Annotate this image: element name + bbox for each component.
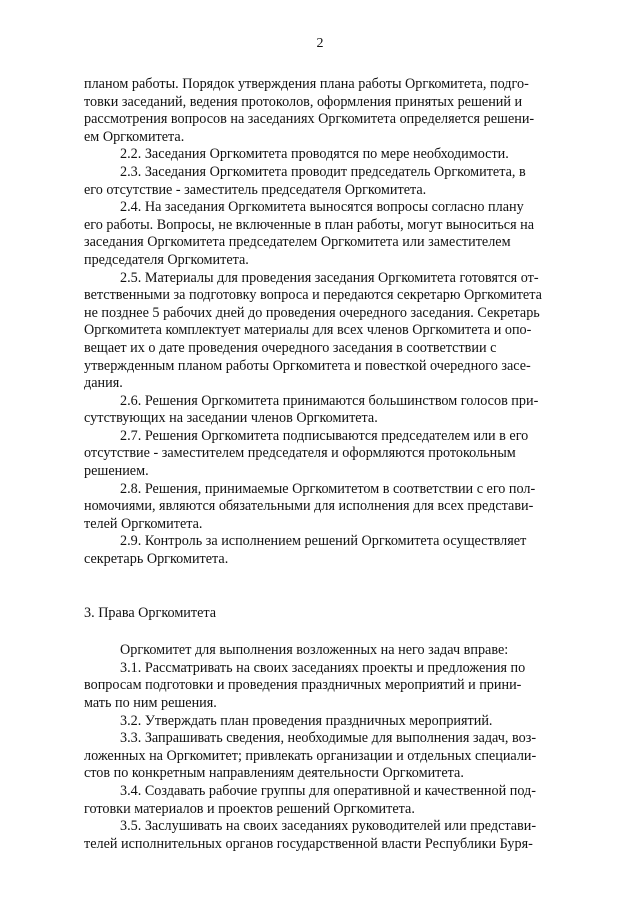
- paragraph-3-1: 3.1. Рассматривать на своих заседаниях проекты и предложения по вопросам подготовки и проведения праздничных мероприятий и прини- мать по ним решения.: [84, 659, 526, 711]
- paragraph-3-5: 3.5. Заслушивать на своих заседаниях руководителей или представи- телей исполнительных органов государственной власти Республики Буря-: [84, 818, 537, 852]
- paragraph-3-2: 3.2. Утверждать план проведения праздничных мероприятий.: [120, 712, 493, 729]
- paragraph-2-5: 2.5. Материалы для проведения заседания Оргкомитета готовятся от- ветственными за подготовку вопроса и передаются секретарю Оргкомитета не позднее 5 рабочих дней до проведения очередного заседания. Секретарь Оргкомитета комплектует материалы для всех членов Оргкомитета и опо- вещает их о дате проведения очередного заседания в соответствии с утвержденным планом работы Оргкомитета и повесткой очередного засе- дания.: [84, 269, 542, 392]
- paragraph-3-3: 3.3. Запрашивать сведения, необходимые для выполнения задач, воз- ложенных на Оргкомитет; привлекать организации и отдельных специали- стов по конкретным направлениям деятельности Оргкомитета.: [84, 730, 537, 782]
- section-3-heading: 3. Права Оргкомитета: [84, 604, 217, 621]
- paragraph-3-intro: Оргкомитет для выполнения возложенных на него задач вправе:: [120, 642, 509, 659]
- paragraph-2-3: 2.3. Заседания Оргкомитета проводит председатель Оргкомитета, в его отсутствие - заместитель председателя Оргкомитета.: [84, 163, 526, 198]
- paragraph-2-2: 2.2. Заседания Оргкомитета проводятся по мере необходимости.: [120, 146, 509, 163]
- paragraph-2-4: 2.4. На заседания Оргкомитета выносятся вопросы согласно плану его работы. Вопросы, не включенные в план работы, могут выноситься на заседания Оргкомитета председателем Оргкомитета или заместителем председателя Оргкомитета.: [84, 199, 535, 268]
- paragraph-2-1-continued: планом работы. Порядок утверждения плана работы Оргкомитета, подго- товки заседаний, ведения протоколов, оформления принятых решений и рассмотрения вопросов на заседаниях Оргкомитета определяется решени- ем Оргкомитета.: [84, 76, 535, 145]
- paragraph-2-7: 2.7. Решения Оргкомитета подписываются председателем или в его отсутствие - заместителем председателя и оформляются протокольным решением.: [84, 427, 529, 480]
- document-body: [84, 76, 572, 853]
- paragraph-2-8: 2.8. Решения, принимаемые Оргкомитетом в соответствии с его пол- номочиями, являются обязательными для исполнения для всех представи- телей Оргкомитета.: [84, 480, 536, 532]
- paragraph-3-4: 3.4. Создавать рабочие группы для оперативной и качественной под- готовки материалов и проектов решений Оргкомитета.: [84, 782, 536, 817]
- paragraph-2-6: 2.6. Решения Оргкомитета принимаются большинством голосов при- сутствующих на заседании членов Оргкомитета.: [84, 392, 539, 427]
- page-number: 2: [316, 36, 324, 51]
- paragraph-2-9: 2.9. Контроль за исполнением решений Оргкомитета осуществляет секретарь Оргкомитета.: [84, 533, 527, 568]
